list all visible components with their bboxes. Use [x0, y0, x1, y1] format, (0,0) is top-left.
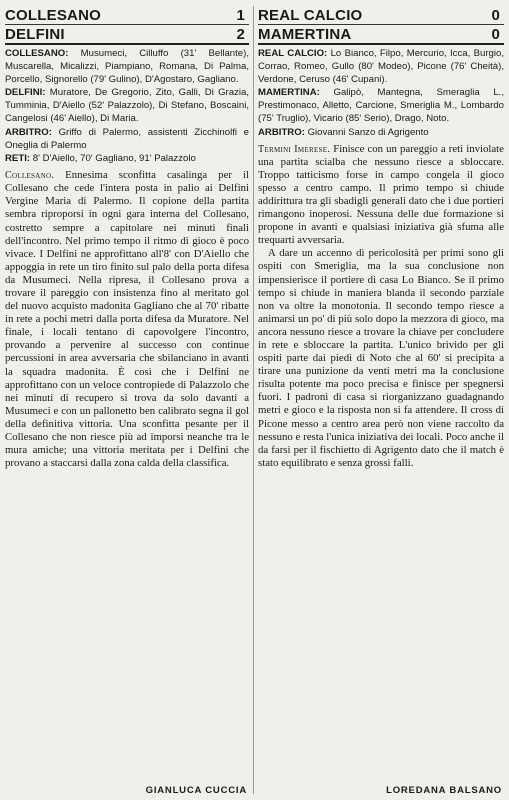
away-lineup — [5, 87, 249, 125]
article-dateline: Termini Imerese. — [258, 143, 331, 155]
goals-list: 8' D'Aiello, 70' Gagliano, 91' Palazzolo — [32, 153, 196, 165]
away-lineup-players: Galipò, Mantegna, Smeraglia L., Prestimonaco, Alletto, Carcione, Smeriglia M., Lombardo (75' Truglio), Vicario (85' Serio), Drago, Noto. — [258, 87, 505, 124]
home-team-score: 1 — [236, 6, 245, 24]
referee-info — [5, 127, 249, 153]
column-divider — [253, 6, 254, 794]
away-team-name: DELFINI — [5, 25, 65, 43]
home-team-name: COLLESANO — [5, 6, 101, 24]
away-team-row — [5, 25, 249, 45]
away-lineup-players: Muratore, De Gregorio, Zito, Galli, Di Grazia, Tumminia, D'Aiello (52' Palazzolo), Di Stefano, Boscaini, Cangelosi (46' Aiello), Di Maria. — [5, 87, 249, 124]
goals-info — [5, 153, 249, 166]
referee-info — [258, 127, 504, 140]
home-lineup-players: Lo Bianco, Filpo, Mercurio, Icca, Burgio, Corrao, Romeo, Gullo (80' Modeo), Picone (76' Cheità), Verdone, Ceruso (46' Cupani). — [258, 48, 505, 85]
referee-label: ARBITRO: — [258, 126, 305, 138]
article-body-continued — [258, 247, 504, 470]
match-report-collesano-delfini — [5, 6, 249, 796]
away-team-score: 2 — [236, 25, 245, 43]
goals-label: RETI: — [5, 153, 31, 165]
away-lineup-label: MAMERTINA: — [258, 87, 320, 99]
match-report-real-calcio-mamertina — [258, 6, 504, 796]
home-lineup — [5, 48, 249, 86]
away-team-name: MAMERTINA — [258, 25, 352, 43]
home-team-row — [258, 6, 504, 25]
referee-name: Griffo di Palermo, assistenti Zicchinolfi e Oneglia di Palermo — [5, 126, 249, 151]
article-text-continued: A dare un accenno di pericolosità per primi sono gli ospiti con Smeriglia, ma la sua conclusione non impensierisce il portiere di casa Lo Bianco. Se il primo tempo si chiude in maniera blanda il secondo parziale non va oltre la monotonia. Il secondo tempo riesce a animarsi un po' di più solo dopo la mezzora di gioco, ma ancora nessuno riesce a trovare la chiave per concludere in rete e sbloccare la partita. L'unico brivido per gli ospiti parte dai piedi di Noto che al 60' si precipita a tirare una punizione da venti metri ma la conclusione risulta potente ma poco precisa e finisce per spegnersi fuori. I padroni di casa si riorganizzano guadagnando metri e gioco e la risposta non si fa attendere. Il cross di Picone messo a centro area però non viene raccolto da nessuno e resta l'unica iniziativa dei locali. Poco anche il da farsi per il fischietto di Agrigento dato che il match è stato equilibrato e senza grossi falli. — [258, 247, 504, 469]
home-team-name: REAL CALCIO — [258, 6, 363, 24]
away-lineup — [258, 87, 504, 125]
author-byline: GIANLUCA CUCCIA — [145, 785, 247, 796]
away-team-score: 0 — [491, 25, 500, 43]
author-byline: LOREDANA BALSANO — [386, 785, 502, 796]
away-team-row — [258, 25, 504, 45]
article-dateline: Collesano. — [5, 170, 55, 182]
home-lineup-label: COLLESANO: — [5, 48, 69, 59]
article-text: Ennesima sconfitta casalinga per il Collesano che cede l'intera posta in palio ai Delfini Vergine Maria di Palermo. Il copione della partita sembra riproporsi in ogni gara interna del Collesano, costretto sempre a capitolare nei minuti finali dell'incontro. Nel primo tempo il ritmo di gioco è poco vivace. I Delfini ne approfittano all'8' con D'Aiello che appoggia in rete un tiro finito sul palo della porta difesa da Musumeci. Nella ripresa, il Collesano prova a trovare il pareggio con insistenza fino al meritato gol del nuovo acquisto madonita Gagliano che al 70' ribatte in rete a pochi metri dalla porta difesa da Muratore. Nel finale, i locali tentano di capovolgere l'incontro, provando a pervenire al successo con continue percussioni in area avversaria che sbilanciano in avanti la squadra madonita. È così che i Delfini ne approfittano con un veloce contropiede di Palazzolo che nei minuti di recupero si trova da solo davanti a Musumeci e con un pallonetto ben calibrato segna il gol della definitiva vittoria. Una sconfitta pesante per il Collesano che non riesce più ad imporsi neanche tra le mura amiche; una vittoria meritata per i Delfini che provano a staccarsi dalla zona calda della classifica. — [5, 169, 249, 470]
home-team-score: 0 — [491, 6, 500, 24]
referee-label: ARBITRO: — [5, 126, 52, 138]
article-body — [5, 169, 249, 470]
home-team-row — [5, 6, 249, 25]
home-lineup-label: REAL CALCIO: — [258, 48, 328, 59]
referee-name: Giovanni Sanzo di Agrigento — [307, 126, 429, 138]
article-body-intro — [258, 143, 504, 248]
home-lineup-players: Musumeci, Cilluffo (31' Bellante), Muscarella, Micalizzi, Piampiano, Romana, Di Palma, Porcello, Signorello (79' Gulino), D'Agostaro, Gagliano. — [5, 48, 249, 85]
away-lineup-label: DELFINI: — [5, 87, 46, 99]
article-text-intro: Finisce con un pareggio a reti inviolate una partita scialba che nessuno riesce a sbloccare. Troppo tatticismo forse in campo congela il gioco spesso a centro campo. Il primo tempo si chiude addirittura tra gli sbadigli generali dato che i due portieri rimangono inoperosi. Nessuna delle due formazione si propone in avanti e qualsiasi iniziativa già sfuma alle trequarti avversaria. — [258, 142, 504, 247]
home-lineup — [258, 48, 504, 86]
